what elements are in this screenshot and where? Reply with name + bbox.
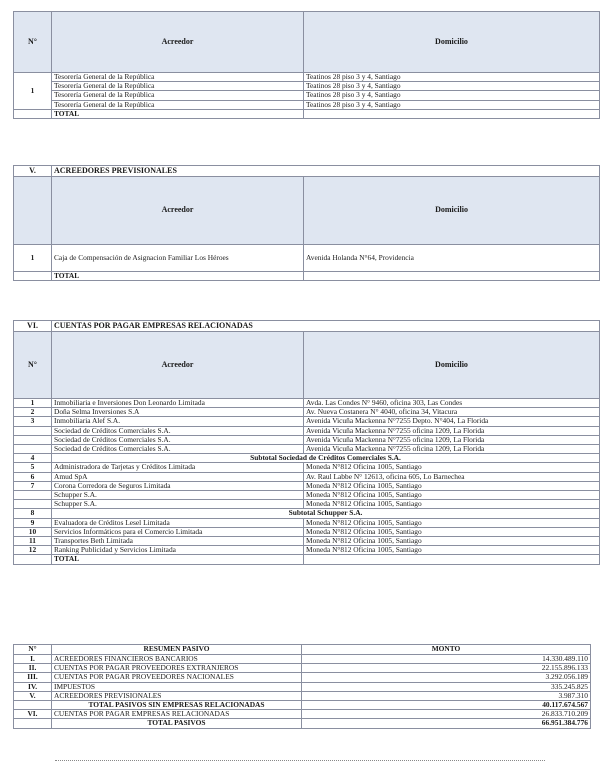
acreedor-cell: Sociedad de Créditos Comerciales S.A.	[52, 426, 304, 435]
row-number: 6	[14, 472, 52, 481]
table-row	[14, 518, 600, 527]
summary-label: CUENTAS POR PAGAR PROVEEDORES EXTRANJEROS	[52, 664, 302, 673]
row-number: 1	[14, 245, 52, 272]
table-row	[14, 435, 600, 444]
table-row	[14, 500, 600, 509]
summary-row	[14, 691, 591, 700]
col-header-n: N°	[14, 332, 52, 399]
section-title: ACREEDORES PREVISIONALES	[52, 166, 600, 177]
monto-cell: 22.155.896.133	[302, 664, 591, 673]
acreedor-cell: Tesorería General de la República	[52, 100, 304, 109]
domicilio-cell: Avenida Vicuña Mackenna N°7255 Depto. N°404, La Florida	[304, 417, 600, 426]
domicilio-cell: Teatinos 28 piso 3 y 4, Santiago	[304, 100, 600, 109]
row-number: 1	[14, 73, 52, 110]
row-number: V.	[14, 691, 52, 700]
table-row	[14, 527, 600, 536]
acreedor-cell: Tesorería General de la República	[52, 82, 304, 91]
section-number: VI.	[14, 321, 52, 332]
row-number	[14, 500, 52, 509]
subtotal-label: Subtotal Schupper S.A.	[52, 509, 600, 518]
col-header-n: N°	[14, 12, 52, 73]
acreedor-cell: Administradora de Tarjetas y Créditos Limitada	[52, 463, 304, 472]
row-number	[14, 701, 52, 710]
summary-label: ACREEDORES PREVISIONALES	[52, 691, 302, 700]
row-number: 3	[14, 417, 52, 426]
domicilio-cell: Moneda N°812 Oficina 1005, Santiago	[304, 481, 600, 490]
table-row	[14, 537, 600, 546]
total-label: TOTAL	[52, 272, 304, 281]
domicilio-cell: Moneda N°812 Oficina 1005, Santiago	[304, 537, 600, 546]
table-row	[14, 417, 600, 426]
summary-row	[14, 682, 591, 691]
col-header-monto: MONTO	[302, 645, 591, 655]
acreedor-cell: Servicios Informáticos para el Comercio Limitada	[52, 527, 304, 536]
monto-cell: 14.330.489.110	[302, 655, 591, 664]
acreedor-cell: Caja de Compensación de Asignacion Familiar Los Héroes	[52, 245, 304, 272]
domicilio-cell: Moneda N°812 Oficina 1005, Santiago	[304, 527, 600, 536]
col-header-acreedor: Acreedor	[52, 12, 304, 73]
acreedor-cell: Amud SpA	[52, 472, 304, 481]
table-row	[14, 408, 600, 417]
row-number	[14, 435, 52, 444]
domicilio-cell: Avenida Vicuña Mackenna N°7255 oficina 1209, La Florida	[304, 426, 600, 435]
row-number: 5	[14, 463, 52, 472]
row-number: III.	[14, 673, 52, 682]
acreedor-cell: Ranking Publicidad y Servicios Limitada	[52, 546, 304, 555]
domicilio-cell: Moneda N°812 Oficina 1005, Santiago	[304, 491, 600, 500]
domicilio-cell: Moneda N°812 Oficina 1005, Santiago	[304, 518, 600, 527]
row-number	[14, 426, 52, 435]
table-empresas-relacionadas	[13, 320, 600, 565]
row-number: 10	[14, 527, 52, 536]
acreedor-cell: Transportes Beth Limitada	[52, 537, 304, 546]
domicilio-cell: Moneda N°812 Oficina 1005, Santiago	[304, 546, 600, 555]
monto-cell: 40.117.674.567	[302, 701, 591, 710]
domicilio-cell: Avenida Vicuña Mackenna N°7255 oficina 1209, La Florida	[304, 445, 600, 454]
section-number: V.	[14, 166, 52, 177]
summary-row	[14, 664, 591, 673]
table-resumen-pasivo	[13, 644, 591, 729]
summary-row	[14, 710, 591, 719]
row-number: 12	[14, 546, 52, 555]
monto-cell: 3.292.056.189	[302, 673, 591, 682]
row-number: I.	[14, 655, 52, 664]
domicilio-cell: Moneda N°812 Oficina 1005, Santiago	[304, 463, 600, 472]
col-header-acreedor: Acreedor	[52, 177, 304, 245]
col-header-n: N°	[14, 645, 52, 655]
domicilio-cell: Av. Raul Labbe N° 12613, oficina 605, Lo Barnechea	[304, 472, 600, 481]
acreedor-cell: Tesorería General de la República	[52, 73, 304, 82]
section-title: CUENTAS POR PAGAR EMPRESAS RELACIONADAS	[52, 321, 600, 332]
summary-label: ACREEDORES FINANCIEROS BANCARIOS	[52, 655, 302, 664]
row-number	[14, 445, 52, 454]
table-row	[14, 481, 600, 490]
monto-cell: 3.987.310	[302, 691, 591, 700]
monto-cell: 26.833.710.209	[302, 710, 591, 719]
col-header-domicilio: Domicilio	[304, 177, 600, 245]
subtotal-row	[14, 509, 600, 518]
summary-row	[14, 655, 591, 664]
total-label: TOTAL	[52, 109, 304, 118]
row-number: 4	[14, 454, 52, 463]
col-header-acreedor: Acreedor	[52, 332, 304, 399]
row-number: 7	[14, 481, 52, 490]
row-number: 2	[14, 408, 52, 417]
row-number	[14, 719, 52, 728]
acreedor-cell: Sociedad de Créditos Comerciales S.A.	[52, 435, 304, 444]
domicilio-cell: Moneda N°812 Oficina 1005, Santiago	[304, 500, 600, 509]
row-number: II.	[14, 664, 52, 673]
summary-label: CUENTAS POR PAGAR PROVEEDORES NACIONALES	[52, 673, 302, 682]
total-row	[14, 701, 591, 710]
summary-label: TOTAL PASIVOS SIN EMPRESAS RELACIONADAS	[52, 701, 302, 710]
summary-label: IMPUESTOS	[52, 682, 302, 691]
monto-cell: 66.951.384.776	[302, 719, 591, 728]
acreedor-cell: Inmobiliaria e Inversiones Don Leonardo Limitada	[52, 399, 304, 408]
domicilio-cell: Av. Nueva Costanera N° 4040, oficina 34, Vitacura	[304, 408, 600, 417]
monto-cell: 335.245.825	[302, 682, 591, 691]
subtotal-label: Subtotal Sociedad de Créditos Comerciales S.A.	[52, 454, 600, 463]
col-header-domicilio: Domicilio	[304, 332, 600, 399]
row-number	[14, 491, 52, 500]
acreedor-cell: Schupper S.A.	[52, 500, 304, 509]
row-number: 11	[14, 537, 52, 546]
domicilio-cell: Avda. Las Condes N° 9460, oficina 303, Las Condes	[304, 399, 600, 408]
acreedor-cell: Tesorería General de la República	[52, 91, 304, 100]
table-row	[14, 399, 600, 408]
col-header-domicilio: Domicilio	[304, 12, 600, 73]
row-number: IV.	[14, 682, 52, 691]
total-row	[14, 719, 591, 728]
table-row	[14, 472, 600, 481]
summary-label: TOTAL PASIVOS	[52, 719, 302, 728]
subtotal-row	[14, 454, 600, 463]
table-row	[14, 445, 600, 454]
acreedor-cell: Doña Selma Inversiones S.A	[52, 408, 304, 417]
acreedor-cell: Sociedad de Créditos Comerciales S.A.	[52, 445, 304, 454]
domicilio-cell: Avenida Holanda N°64, Providencia	[304, 245, 600, 272]
table-row	[14, 491, 600, 500]
table-row	[14, 463, 600, 472]
table-tesoreria	[13, 11, 600, 119]
acreedor-cell: Corona Corredora de Seguros Limitada	[52, 481, 304, 490]
footer-dotted-line	[55, 760, 545, 762]
domicilio-cell: Avenida Vicuña Mackenna N°7255 oficina 1209, La Florida	[304, 435, 600, 444]
total-label: TOTAL	[52, 555, 304, 564]
col-header-resumen: RESUMEN PASIVO	[52, 645, 302, 655]
acreedor-cell: Schupper S.A.	[52, 491, 304, 500]
table-acreedores-previsionales	[13, 165, 600, 281]
domicilio-cell: Teatinos 28 piso 3 y 4, Santiago	[304, 91, 600, 100]
acreedor-cell: Inmobiliaria Alef S.A.	[52, 417, 304, 426]
acreedor-cell: Evaluadora de Créditos Lesel Limitada	[52, 518, 304, 527]
summary-row	[14, 673, 591, 682]
row-number: 9	[14, 518, 52, 527]
row-number: 8	[14, 509, 52, 518]
summary-label: CUENTAS POR PAGAR EMPRESAS RELACIONADAS	[52, 710, 302, 719]
domicilio-cell: Teatinos 28 piso 3 y 4, Santiago	[304, 73, 600, 82]
table-row	[14, 426, 600, 435]
row-number: VI.	[14, 710, 52, 719]
table-row	[14, 546, 600, 555]
row-number: 1	[14, 399, 52, 408]
domicilio-cell: Teatinos 28 piso 3 y 4, Santiago	[304, 82, 600, 91]
